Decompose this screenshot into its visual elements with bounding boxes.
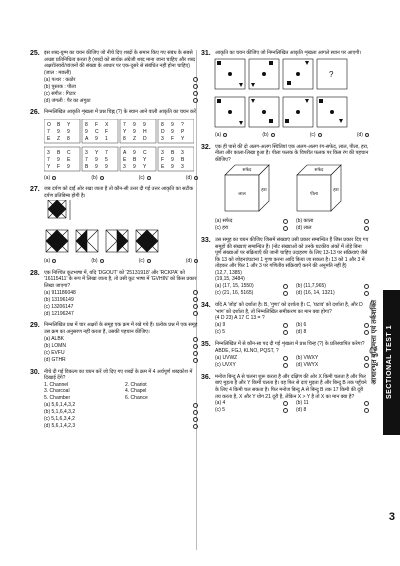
- grid-figure: [44, 119, 194, 173]
- question-number: 34.: [201, 302, 211, 310]
- svg-text:F: F: [57, 163, 61, 170]
- svg-text:लाल: लाल: [238, 191, 246, 197]
- svg-text:F: F: [95, 121, 99, 128]
- answer-circle[interactable]: [193, 91, 198, 96]
- svg-text:हरा: हरा: [261, 187, 267, 193]
- question-number: 36.: [201, 373, 211, 381]
- svg-text:B: B: [171, 149, 175, 156]
- svg-text:हरा: हरा: [333, 187, 339, 193]
- option-b[interactable]: (b) VWXY: [296, 355, 369, 362]
- question-25: [30, 50, 198, 104]
- svg-text:3: 3: [181, 163, 184, 170]
- option-c[interactable]: (c): [139, 175, 151, 182]
- svg-text:8: 8: [67, 135, 70, 142]
- series-figure: [201, 57, 369, 129]
- answer-circle[interactable]: [193, 84, 198, 89]
- svg-text:9: 9: [95, 156, 98, 163]
- option-a[interactable]: (a) UVWZ: [215, 355, 288, 362]
- question-34: 34. यदि A 'जोड़' को दर्शाता है। B, 'गुणा' को दर्शाता है। C, 'घटाव' को दर्शाता है, और D 'भाग' को दर्शाता है, तो निम्नलिखित समीकरण का मान क्या होगा? (4 D 23) A 17 C 13 = ? (a) 9 (b) 6 (c) 5 (d) 8: [201, 302, 369, 336]
- left-column: [30, 50, 198, 435]
- svg-text:7: 7: [123, 121, 126, 128]
- option-d[interactable]: (d) 8: [296, 407, 369, 414]
- svg-text:7: 7: [105, 149, 108, 156]
- svg-text:3: 3: [181, 149, 184, 156]
- svg-text:5: 5: [105, 156, 108, 163]
- svg-text:F: F: [161, 156, 165, 163]
- svg-text:9: 9: [57, 156, 60, 163]
- option-a[interactable]: (a) 4: [215, 400, 288, 407]
- option-a[interactable]: (a) 9: [215, 322, 288, 329]
- question-text: निम्नलिखित प्रश्न में चार अक्षरों के समूह एक क्रम में रखे गये हैं। प्रत्येक प्रश्न में एक समूह उस क्रम का अनुसरण नहीं करता है, उसकी पहचान कीजिए।: [44, 322, 198, 336]
- svg-text:8: 8: [85, 121, 88, 128]
- option-b[interactable]: (b) काला: [296, 218, 369, 225]
- svg-text:B: B: [57, 149, 61, 156]
- svg-text:E: E: [67, 156, 71, 163]
- option-b[interactable]: (b) 13196149: [44, 296, 198, 303]
- svg-text:9: 9: [171, 121, 174, 128]
- option-c[interactable]: (c) EVFU: [44, 350, 198, 357]
- question-29: [30, 322, 198, 363]
- svg-text:9: 9: [143, 121, 146, 128]
- svg-text:A: A: [123, 149, 127, 156]
- question-text: जब दर्पण को दाईं ओर रखा जाता है तो कौन-सी उत्तर दी गई उत्तर आकृति का सटीक दर्पण प्रतिबिम्ब होगी है।: [44, 186, 194, 199]
- svg-text:D: D: [143, 135, 147, 142]
- question-number: 33.: [201, 236, 211, 244]
- option-a[interactable]: (a) सफेद: [215, 218, 288, 225]
- svg-text:Y: Y: [67, 121, 71, 128]
- svg-text:पीला: पीला: [310, 191, 318, 197]
- svg-text:सफेद: सफेद: [314, 167, 324, 173]
- option-b[interactable]: (b): [262, 132, 274, 139]
- question-32: [201, 144, 369, 232]
- svg-text:7: 7: [47, 156, 50, 163]
- question-sub: (जाल : मछली): [44, 69, 72, 76]
- svg-text:B: B: [181, 156, 185, 163]
- question-text: निम्नलिखित में से कौन-सा पद दी गई शृंखला में प्रश्न चिन्ह (?) के प्रतिस्थापित करेगा?: [215, 340, 365, 347]
- svg-text:?: ?: [329, 70, 334, 80]
- option-c[interactable]: (c) 5: [215, 407, 288, 414]
- section-label: SECTIONAL TEST 1: [386, 325, 393, 400]
- svg-text:7: 7: [85, 156, 88, 163]
- option-b[interactable]: (b) 5,1,6,4,3,2: [44, 409, 198, 416]
- question-text: आकृति का चयन कीजिए जो निम्नलिखित आकृति शृंखला आगले स्थान पर आएगी।: [215, 50, 362, 56]
- svg-text:B: B: [57, 121, 61, 128]
- svg-text:3: 3: [161, 135, 164, 142]
- svg-text:C: C: [143, 149, 147, 156]
- svg-text:8: 8: [123, 135, 126, 142]
- option-c[interactable]: (c) 5: [215, 329, 288, 336]
- question-number: 29.: [30, 322, 40, 330]
- svg-text:9: 9: [171, 128, 174, 135]
- svg-text:D: D: [161, 128, 165, 135]
- option-b[interactable]: (b): [91, 175, 103, 182]
- svg-text:F: F: [171, 135, 175, 142]
- option-c[interactable]: (c) (21, 16, 5165): [215, 290, 288, 297]
- question-number: 31.: [201, 50, 211, 57]
- option-d[interactable]: (d) GTHR: [44, 357, 198, 364]
- svg-text:C: C: [95, 128, 99, 135]
- svg-text:H: H: [143, 128, 147, 135]
- question-text: उस समूह का चयन कीजिए जिसमें संख्याएं उसी प्रकार सम्बन्धित हैं जिस प्रकार दिए गए समूहों की संख्याएं सम्बन्धित हैं। (नोट संख्याओं को उनके घटकीय अंकों में तोड़े बिना पूर्ण संख्याओं पर संक्रियाएँ की जानी चाहिए उदाहरण के लिए 13-13 पर संक्रियाएं जैसे कि 13 को जोड़ना/घटाना 1 गुणा करना आदि किया जा सकता है। 13 को 1 और 3 में तोड़कर और फिर 1 और 3 पर गणितीय संक्रियाएँ करने की अनुमति नहीं है): [215, 236, 369, 270]
- question-26: [30, 109, 198, 181]
- svg-text:9: 9: [171, 156, 174, 163]
- svg-text:9: 9: [85, 128, 88, 135]
- svg-text:Y: Y: [123, 128, 127, 135]
- question-text: नीचे दी गई विकल्प का चयन करें जो दिए गए शब्दों के क्रम में 4 अर्थपूर्ण शब्दकोश में दिखाई देंगे?: [44, 368, 193, 382]
- option-a[interactable]: (a): [215, 132, 227, 139]
- cube-figure: [201, 163, 369, 215]
- option-b[interactable]: (b) पुस्तक : पीला: [44, 83, 198, 90]
- option-c[interactable]: (c) 5,1,6,3,4,2: [44, 416, 198, 423]
- word-list: 1. Channel 2. Chariot 3. Charcoal 4. Chapel 5. Chamber 6. Chance: [44, 381, 148, 402]
- svg-text:9: 9: [133, 149, 136, 156]
- option-b[interactable]: (b) LOMN: [44, 343, 198, 350]
- option-a[interactable]: (a) पत्थर : कठोर: [44, 76, 198, 83]
- option-d[interactable]: (d) जंगली : पैर का अंगुठा: [44, 97, 198, 104]
- figure-grids: [30, 119, 198, 173]
- svg-text:Y: Y: [143, 163, 147, 170]
- svg-text:7: 7: [47, 128, 50, 135]
- section-subtitle: आधारभूत बुद्धिमत्ता एवं तर्कशक्ति: [370, 300, 378, 385]
- question-number: 25.: [30, 50, 40, 57]
- question-number: 30.: [30, 368, 40, 376]
- svg-text:C: C: [67, 149, 71, 156]
- svg-text:B: B: [133, 156, 137, 163]
- option-a[interactable]: (a): [44, 175, 56, 182]
- svg-text:Y: Y: [181, 135, 185, 142]
- question-35: 35. निम्नलिखित में से कौन-सा पद दी गई शृंखला में प्रश्न चिन्ह (?) के प्रतिस्थापित करेगा? ABDE, FGJ, KLNO, PQST, ? (a) UVWZ (b) VWXY (c) UVXY (d) VWYX: [201, 341, 369, 369]
- question-number: 28.: [30, 269, 40, 277]
- option-c[interactable]: (c): [310, 132, 322, 139]
- svg-text:3: 3: [85, 149, 88, 156]
- option-c[interactable]: (c) UVXY: [215, 362, 288, 369]
- svg-text:E: E: [161, 163, 165, 170]
- svg-text:B: B: [85, 163, 89, 170]
- option-d[interactable]: (d) 8: [296, 329, 369, 336]
- right-column: [201, 50, 369, 419]
- svg-text:9: 9: [133, 163, 136, 170]
- svg-text:9: 9: [67, 163, 70, 170]
- option-d[interactable]: (d) (16, 14, 1321): [296, 290, 369, 297]
- option-b[interactable]: (b): [91, 258, 103, 265]
- svg-text:3: 3: [161, 149, 164, 156]
- svg-text:8: 8: [161, 121, 164, 128]
- option-a[interactable]: (a) 911186048: [44, 289, 198, 296]
- svg-text:9: 9: [67, 128, 70, 135]
- answer-circle[interactable]: [193, 77, 198, 82]
- svg-text:9: 9: [57, 128, 60, 135]
- svg-text:9: 9: [133, 128, 136, 135]
- sidebar: [362, 0, 400, 566]
- svg-text:A: A: [85, 135, 89, 142]
- option-a[interactable]: (a): [44, 258, 56, 265]
- svg-text:9: 9: [95, 135, 98, 142]
- svg-text:9: 9: [105, 163, 108, 170]
- page-number: 3: [388, 511, 395, 523]
- question-number: 35.: [201, 340, 211, 348]
- option-b[interactable]: (b) 6: [296, 322, 369, 329]
- option-a[interactable]: (a) ALBK: [44, 336, 198, 343]
- question-number: 27.: [30, 186, 40, 194]
- option-c[interactable]: (c) हरा: [215, 225, 288, 232]
- svg-text:E: E: [47, 135, 51, 142]
- svg-text:F: F: [105, 128, 109, 135]
- option-d[interactable]: (d) 12196247: [44, 310, 198, 317]
- option-c[interactable]: (c) 13206147: [44, 303, 198, 310]
- question-text: निम्नलिखित आकृति शृंखला में प्रश्न चिह्न (?) के स्थान आने वाली आकृति का चयन करें: [44, 109, 196, 116]
- option-b[interactable]: (b) (11,7,965): [296, 283, 369, 290]
- option-c[interactable]: (c): [139, 258, 151, 265]
- question-text: यदि A 'जोड़' को दर्शाता है। B, 'गुणा' को दर्शाता है। C, 'घटाव' को दर्शाता है, और D 'भाग' को दर्शाता है, तो निम्नलिखित समीकरण का मान क्या होगा?: [215, 302, 363, 315]
- mirror-figure: [30, 200, 198, 256]
- question-number: 32.: [201, 143, 211, 151]
- svg-text:9: 9: [95, 163, 98, 170]
- question-31: [201, 50, 369, 139]
- svg-text:X: X: [105, 121, 109, 128]
- option-d[interactable]: (d): [186, 258, 198, 265]
- question-33: 33. उस समूह का चयन कीजिए जिसमें संख्याएं उसी प्रकार सम्बन्धित हैं जिस प्रकार दिए गए समूहों की संख्याएं सम्बन्धित हैं। (नोट संख्याओं को उनके घटकीय अंकों में तोड़े बिना पूर्ण संख्याओं पर संक्रियाएँ की जानी चाहिए उदाहरण के लिए 13-13 पर संक्रियाएं जैसे कि 13 को जोड़ना/घटाना 1 गुणा करना आदि किया जा सकता है। 13 को 1 और 3 में तोड़कर और फिर 1 और 3 पर गणितीय संक्रियाएँ करने की अनुमति नहीं है) (12,7, 1385) (19,15, 3484) (a) (17, 15, 1550) (b) (11,7,965) (c) (21, 16, 5165) (d) (16, 14, 1321): [201, 236, 369, 297]
- svg-text:Z: Z: [57, 135, 61, 142]
- svg-text:Y: Y: [95, 149, 99, 156]
- question-number: 26.: [30, 109, 40, 117]
- svg-text:1: 1: [105, 135, 108, 142]
- question-text: मनोज बिन्दु A से चलना शुरू करता है और दक्षिण की ओर X किमी चलता है और फिर बाएं मुड़ता है और Y किमी चलता है। वह फिर से दाएं मुड़ता है और बिन्दु B तक पहुँचने के लिए 4 किमी चल सकता है। फिर मनोज बिन्दु A से बिन्दु B तक 17 किमी की दूरी तय करता है, X और Y योग 21 दूरी है, लेकिन X > Y है तो X का मान क्या है?: [215, 373, 367, 400]
- option-d[interactable]: (d): [357, 132, 369, 139]
- option-a[interactable]: (a) 5,6,1,4,3,2: [44, 402, 198, 409]
- option-d[interactable]: (d) VWYX: [296, 362, 369, 369]
- svg-text:E: E: [123, 156, 127, 163]
- svg-text:Y: Y: [47, 163, 51, 170]
- question-28: [30, 270, 198, 318]
- svg-text:?: ?: [181, 121, 184, 128]
- question-text: एक ही पासे की दो अलग-अलग स्थितियां एक अलग-अलग रंग-सफेद, लाल, पीला, हरा, नीला और काला-लिखा हुआ है। पीला फलक के विपरीत फलक पर किस रंग की पहचान कीजिए?: [215, 143, 369, 163]
- svg-text:O: O: [47, 121, 51, 128]
- svg-text:P: P: [181, 128, 185, 135]
- option-d[interactable]: (d): [186, 175, 198, 182]
- option-b[interactable]: (b) 11: [296, 400, 369, 407]
- svg-text:Y: Y: [143, 156, 147, 163]
- question-36: [201, 374, 369, 414]
- svg-text:सफेद: सफेद: [242, 167, 252, 173]
- question-30: [30, 369, 198, 430]
- svg-text:3: 3: [47, 149, 50, 156]
- option-d[interactable]: (d) लाल: [296, 225, 369, 232]
- option-c[interactable]: (c) संगीत : गिटार: [44, 90, 198, 97]
- svg-text:Z: Z: [133, 135, 137, 142]
- answer-circle[interactable]: [193, 98, 198, 103]
- question-text: इस शब्द-युग्म का चयन कीजिए जो नीचे दिए शब्दों के समान किए गए संबंध के सबसे अच्छा प्रतिनिधित्व करता है (शब्दों को सार्थक अंग्रेजी शब्द माना जाना चाहिए और शब्द अक्षरों/स्वरों/व्यंजनों की संख्या के आधार पर एक-दूसरे से संबंधित नहीं होना चाहिए): [44, 50, 196, 70]
- svg-text:3: 3: [123, 163, 126, 170]
- svg-text:9: 9: [133, 121, 136, 128]
- svg-text:9: 9: [171, 163, 174, 170]
- option-a[interactable]: (a) (17, 15, 1550): [215, 283, 288, 290]
- question-text: एक निश्चित कूटभाषा में, यदि 'DGOUT' को '25131918' और 'RCKPA' को '16115411' के रूप में लिखा जाता है, तो उसी कूट भाषा में 'GVHIN' को किस प्रकार लिखा जाएगा?: [44, 269, 197, 289]
- question-27: [30, 186, 198, 264]
- option-d[interactable]: (d) 5,6,1,4,2,3: [44, 423, 198, 430]
